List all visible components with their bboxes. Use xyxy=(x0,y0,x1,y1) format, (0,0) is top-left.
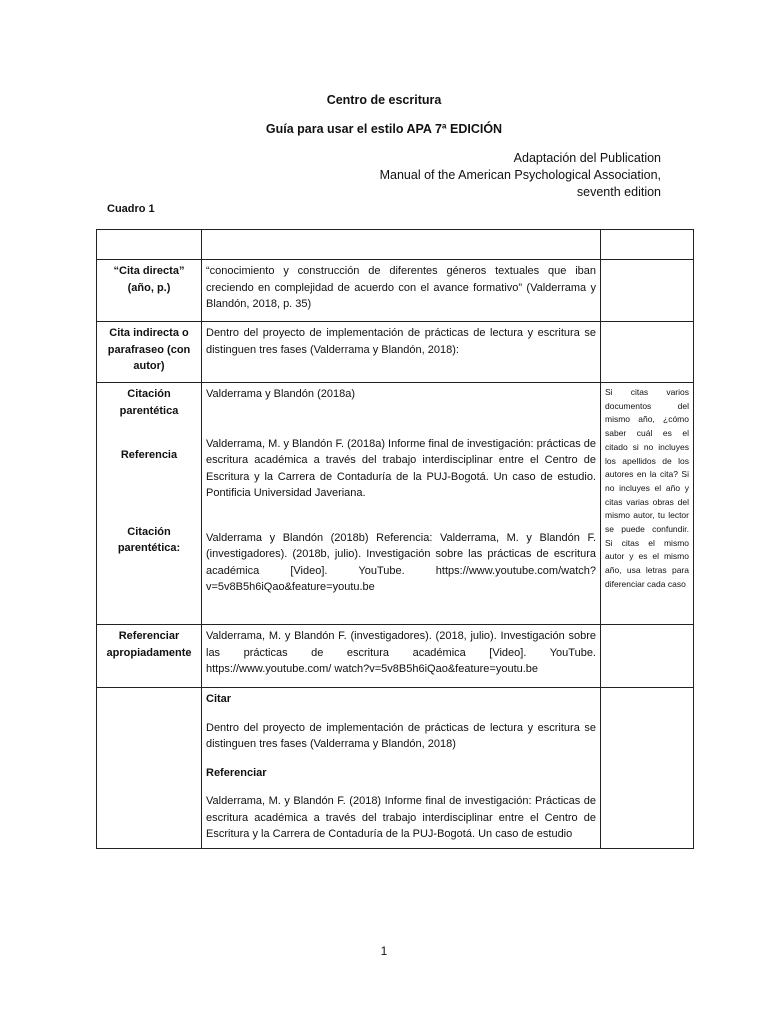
adaptation-note xyxy=(380,150,661,201)
table-cell xyxy=(601,688,694,849)
row-label: Referenciar apropiadamente xyxy=(97,625,202,688)
row-label: Cita indirecta o parafraseo (con autor) xyxy=(97,322,202,383)
table-row-parenthetical xyxy=(97,383,694,625)
citation-table xyxy=(96,229,694,849)
adaptation-line: seventh edition xyxy=(576,185,661,199)
table-row-paraphrase xyxy=(97,322,694,383)
row-text: “conocimiento y construcción de diferentes géneros textuales que iban creciendo en complejidad de acuerdo con el avance formativo” (Valderrama y Blandón, 2018, p. 35) xyxy=(202,260,601,322)
table-cell xyxy=(601,625,694,688)
document-title: Centro de escritura xyxy=(326,93,442,107)
document-subtitle: Guía para usar el estilo APA 7ª EDICIÓN xyxy=(265,122,503,136)
row-text: Valderrama, M. y Blandón F. (investigadores). (2018, julio). Investigación sobre las prácticas de escritura académica [Video]. YouTube. https://www.youtube.com/ watch?v=5v8B5h6iQao&feature=youtu.be xyxy=(202,625,601,688)
table-label: Cuadro 1 xyxy=(107,203,155,215)
row-label-group xyxy=(97,383,202,625)
side-note: Si citas varios documentos del mismo año, ¿cómo saber cuál es el citado si no incluyes los apellidos de los autores en la cita? Si no incluyes el año y citas varias obras del mismo autor, tu lector se puede confundir. Si citas el mismo autor y es el mismo año, usa letras para diferenciar cada caso xyxy=(601,383,694,625)
example-heading-reference: Referenciar xyxy=(206,766,267,779)
example-reference-text: Valderrama, M. y Blandón F. (2018) Informe final de investigación: Prácticas de escritura académica a través del trabajo interdisciplinar entre el Centro de Escritura y la Carrera de Contaduría de la PUJ-Bogotá. Un caso de estudio xyxy=(206,795,596,840)
table-row-example xyxy=(97,688,694,849)
example-cite-text: Dentro del proyecto de implementación de prácticas de lectura y escritura se distinguen tres fases (Valderrama y Blandón, 2018) xyxy=(206,721,596,750)
row-label: Referencia xyxy=(120,449,178,461)
table-cell xyxy=(601,260,694,322)
row-label: Citación parentética: xyxy=(117,525,181,554)
row-text: Valderrama y Blandón (2018b) Referencia: Valderrama, M. y Blandón F. (investigadores). (2018b, julio). Investigación sobre las prácticas de escritura académica [Video]. YouTube. https://www.youtube.com/watch?v=5v8B5h6iQao&feature=youtu.be xyxy=(206,531,596,593)
example-cell xyxy=(202,688,601,849)
page-number: 1 xyxy=(380,944,388,958)
row-text-group xyxy=(202,383,601,625)
table-cell xyxy=(97,688,202,849)
table-cell xyxy=(601,322,694,383)
adaptation-line: Adaptación del Publication xyxy=(513,151,661,165)
table-cell xyxy=(202,230,601,260)
example-heading-cite: Citar xyxy=(206,693,232,705)
table-row-reference xyxy=(97,625,694,688)
row-text: Dentro del proyecto de implementación de prácticas de lectura y escritura se distinguen tres fases (Valderrama y Blandón, 2018): xyxy=(202,322,601,383)
adaptation-line: Manual of the American Psychological Association, xyxy=(379,168,661,182)
row-label: “Cita directa” (año, p.) xyxy=(97,260,202,322)
row-label: Citación parentética xyxy=(119,388,179,417)
table-cell xyxy=(97,230,202,260)
row-text: Valderrama, M. y Blandón F. (2018a) Informe final de investigación: prácticas de escritura académica a través del trabajo interdisciplinar entre el Centro de Escritura y la Carrera de Contaduría de la PUJ-Bogotá. Un caso de estudio. Pontificia Universidad Javeriana. xyxy=(206,437,596,499)
row-text: Valderrama y Blandón (2018a) xyxy=(206,388,355,400)
table-cell xyxy=(601,230,694,260)
table-row-direct-quote xyxy=(97,260,694,322)
table-row-empty xyxy=(97,230,694,260)
